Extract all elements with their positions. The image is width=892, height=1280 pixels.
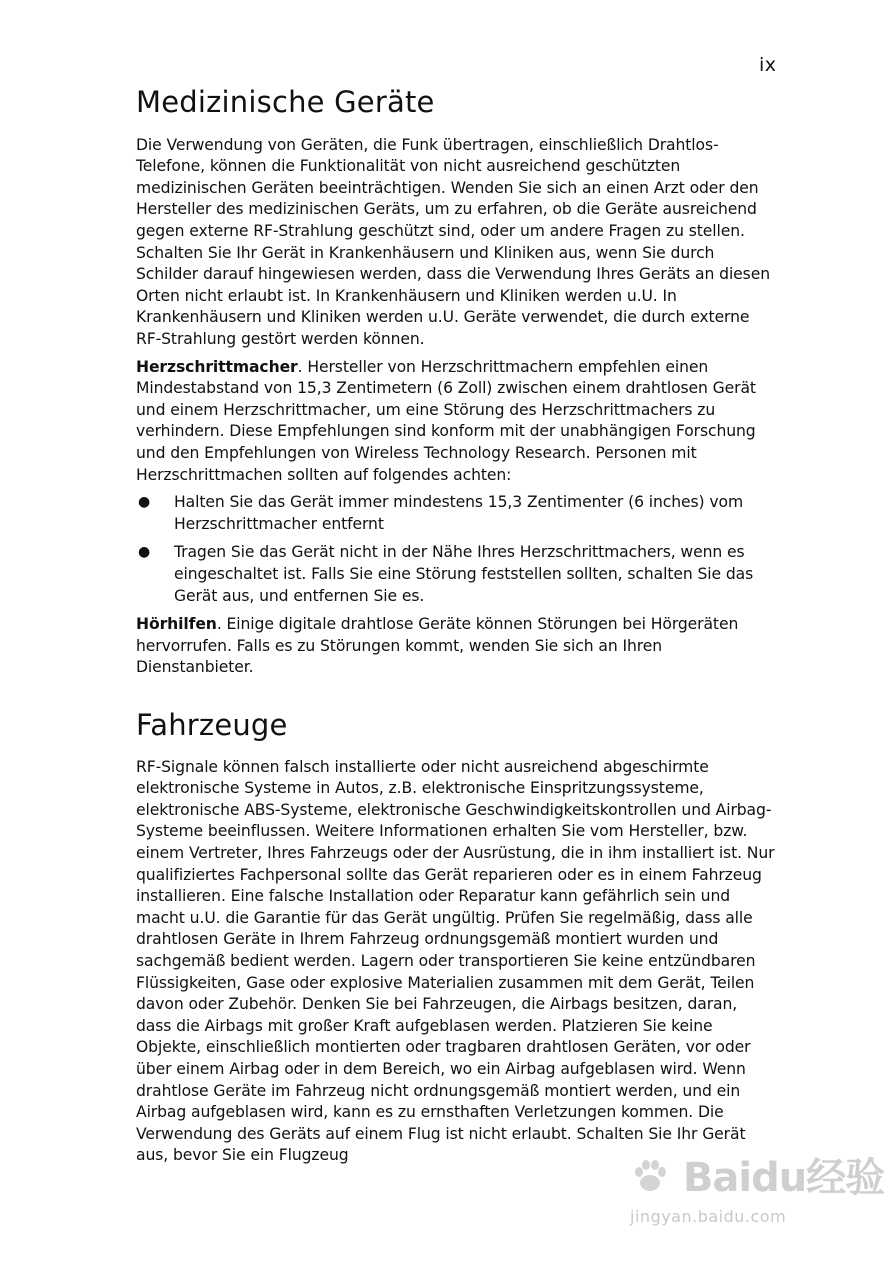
list-item [136, 492, 776, 535]
bullet-text: Halten Sie das Gerät immer mindestens 15,3 Zentimenter (6 inches) vom Herzschrittmacher entfernt [174, 493, 744, 533]
page-number: ix [759, 54, 777, 76]
hearing-aid-paragraph [136, 614, 776, 679]
pacemaker-paragraph [136, 357, 776, 487]
hearing-aid-text: . Einige digitale drahtlose Geräte können Störungen bei Hörgeräten hervorrufen. Falls es zu Störungen kommt, wenden Sie sich an Ihren Dienstanbieter. [136, 615, 739, 677]
hearing-aid-lead: Hörhilfen [136, 615, 217, 634]
bullet-text: Tragen Sie das Gerät nicht in der Nähe Ihres Herzschrittmachers, wenn es eingeschaltet ist. Falls Sie eine Störung feststellen sollten, schalten Sie das Gerät aus, und entfernen Sie es. [174, 543, 754, 605]
medical-intro-paragraph: Die Verwendung von Geräten, die Funk übertragen, einschließlich Drahtlos-Telefone, können die Funktionalität von nicht ausreichend geschützten medizinischen Geräten beeinträchtigen. Wenden Sie sich an einen Arzt oder den Hersteller des medizinischen Geräts, um zu erfahren, ob die Geräte ausreichend gegen externe RF-Strahlung geschützt sind, oder um andere Fragen zu stellen. Schalten Sie Ihr Gerät in Krankenhäusern und Kliniken aus, wenn Sie durch Schilder darauf hingewiesen werden, dass die Verwendung Ihres Geräts an diesen Orten nicht erlaubt ist. In Krankenhäusern und Kliniken werden u.U. In Krankenhäusern und Kliniken werden u.U. Geräte verwendet, die durch externe RF-Strahlung gestört werden können. [136, 135, 770, 349]
vehicles-paragraph: RF-Signale können falsch installierte oder nicht ausreichend abgeschirmte elektronische Systeme in Autos, z.B. elektronische Einspritzungssysteme, elektronische ABS-Systeme, elektronische Geschwindigkeitskontrollen und Airbag-Systeme beeinflussen. Weitere Informationen erhalten Sie vom Hersteller, bzw. einem Vertreter, Ihres Fahrzeugs oder der Ausrüstung, die in ihm installiert ist. Nur qualifiziertes Fachpersonal sollte das Gerät reparieren oder es in einem Fahrzeug installieren. Eine falsche Installation oder Reparatur kann gefährlich sein und macht u.U. die Garantie für das Gerät ungültig. Prüfen Sie regelmäßig, dass alle drahtlosen Geräte in Ihrem Fahrzeug ordnungsgemäß montiert wurden und sachgemäß bedient werden. Lagern oder transportieren Sie keine entzündbaren Flüssigkeiten, Gase oder explosive Materialien zusammen mit dem Gerät, Teilen davon oder Zubehör. Denken Sie bei Fahrzeugen, die Airbags besitzen, daran, dass die Airbags mit großer Kraft aufgeblasen werden. Platzieren Sie keine Objekte, einschließlich montierten oder tragbaren drahtlosen Geräten, vor oder über einem Airbag oder in dem Bereich, wo ein Airbag aufgeblasen wird. Wenn drahtlose Geräte im Fahrzeug nicht ordnungsgemäß montiert werden, und ein Airbag aufgeblasen wird, kann es zu ernsthaften Verletzungen kommen. Die Verwendung des Geräts auf einem Flug ist nicht erlaubt. Schalten Sie Ihr Gerät aus, bevor Sie ein Flugzeug [136, 757, 775, 1165]
baidu-logo-text: Baidu经验 [682, 1155, 885, 1201]
section-title-vehicles: Fahrzeuge [136, 707, 288, 742]
section-title-medical: Medizinische Geräte [136, 85, 435, 119]
pacemaker-text: . Hersteller von Herzschrittmachern empfehlen einen Mindestabstand von 15,3 Zentimetern (6 Zoll) zwischen einem drahtlosen Gerät und einem Herzschrittmacher, um eine Störung des Herzschrittmachers zu verhindern. Diese Empfehlungen sind konform mit der unabhängigen Forschung und den Empfehlungen von Wireless Technology Research. Personen mit Herzschrittmachen sollten auf folgendes achten: [136, 357, 756, 484]
page-content [136, 84, 776, 1167]
watermark-url: jingyan.baidu.com [630, 1207, 787, 1226]
bullet-icon: ● [138, 544, 151, 561]
list-item [136, 542, 776, 607]
bullet-icon: ● [138, 494, 151, 511]
pacemaker-lead: Herzschrittmacher [136, 357, 298, 376]
pacemaker-bullet-list [136, 492, 776, 607]
